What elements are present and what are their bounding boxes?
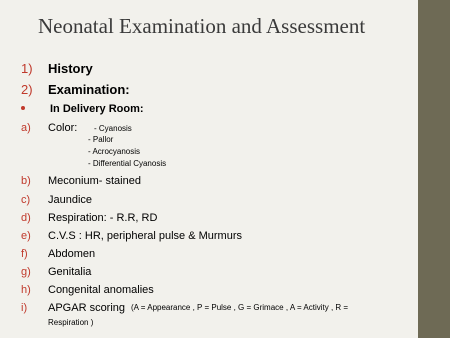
item-number: 2) bbox=[21, 82, 33, 97]
item-label: Respiration: - R.R, RD bbox=[48, 212, 158, 224]
item-number: a) bbox=[21, 122, 31, 134]
item-label: History bbox=[48, 61, 93, 76]
item-number: i) bbox=[21, 302, 28, 314]
item-label: Congenital anomalies bbox=[48, 284, 154, 296]
item-label: Examination: bbox=[48, 82, 130, 97]
item-number: e) bbox=[21, 230, 31, 242]
item-number: c) bbox=[21, 194, 31, 206]
item-number: h) bbox=[21, 284, 31, 296]
item-number: 1) bbox=[21, 61, 33, 76]
item-number: g) bbox=[21, 266, 31, 278]
item-label: C.V.S : HR, peripheral pulse & Murmurs bbox=[48, 230, 242, 242]
apgar-detail: (A = Appearance , P = Pulse , G = Grimace , A = Activity , R = bbox=[131, 303, 349, 312]
item-label: Meconium- stained bbox=[48, 175, 141, 187]
slide-title: Neonatal Examination and Assessment bbox=[38, 14, 366, 38]
item-number: d) bbox=[21, 212, 31, 224]
item-number: f) bbox=[21, 248, 28, 260]
item-label: APGAR scoring bbox=[48, 302, 126, 314]
side-decoration bbox=[418, 0, 450, 338]
item-label: Genitalia bbox=[48, 266, 92, 278]
bullet-icon bbox=[21, 106, 25, 110]
item-label: Abdomen bbox=[48, 248, 96, 260]
item-label: Jaundice bbox=[48, 194, 93, 206]
item-label: Color: bbox=[48, 122, 78, 134]
item-number: b) bbox=[21, 175, 31, 187]
item-label: In Delivery Room: bbox=[50, 103, 144, 115]
color-sub-cyanosis: - Cyanosis bbox=[94, 124, 132, 133]
